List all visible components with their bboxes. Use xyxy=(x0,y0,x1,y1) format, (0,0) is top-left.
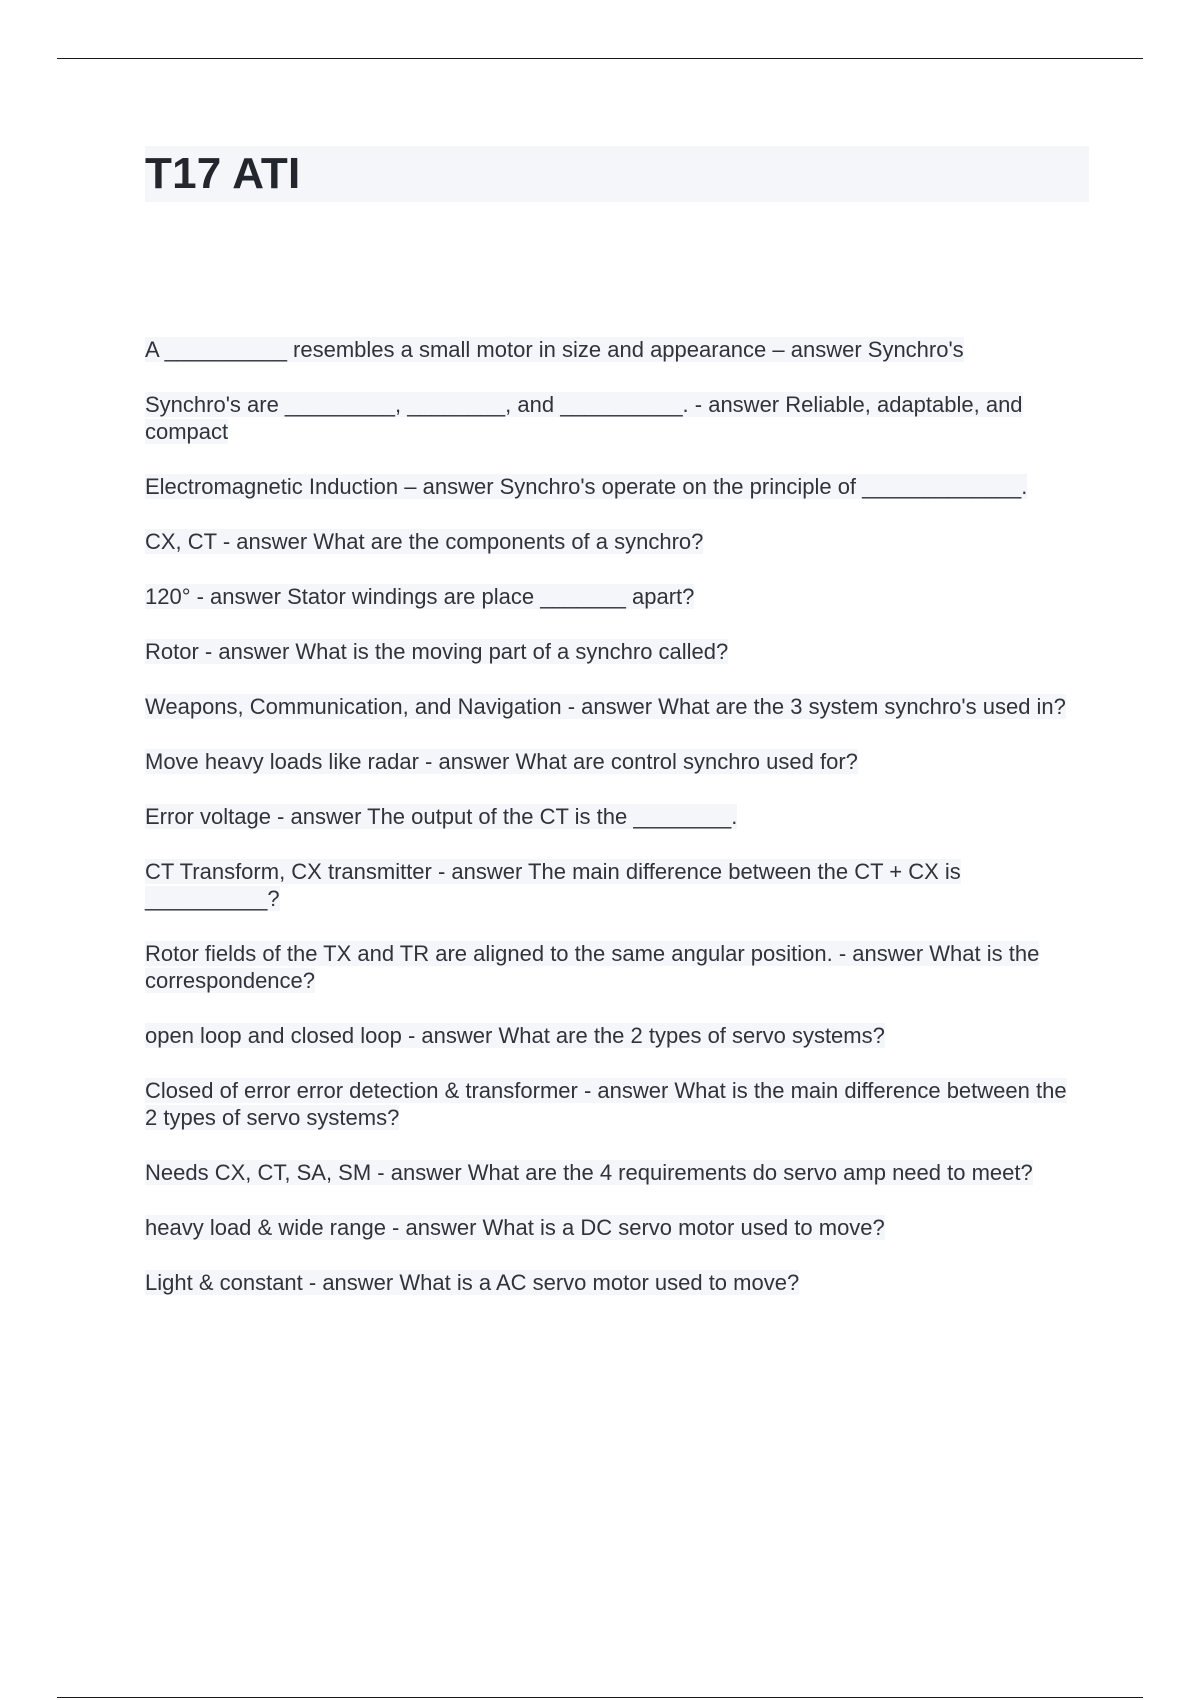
qa-entry-text: Error voltage - answer The output of the CT is the ________. xyxy=(145,804,738,829)
qa-entry-text: CX, CT - answer What are the components of a synchro? xyxy=(145,529,704,554)
qa-entry-16 xyxy=(145,1269,1080,1296)
qa-entry-text: Needs CX, CT, SA, SM - answer What are the 4 requirements do servo amp need to meet? xyxy=(145,1160,1033,1185)
qa-entry-text: heavy load & wide range - answer What is a DC servo motor used to move? xyxy=(145,1215,885,1240)
qa-entry-text: Closed of error error detection & transformer - answer What is the main difference between the 2 types of servo systems? xyxy=(145,1078,1067,1130)
qa-entry-7 xyxy=(145,693,1080,720)
qa-entry-text: Rotor - answer What is the moving part of a synchro called? xyxy=(145,639,729,664)
qa-entry-text: Synchro's are _________, ________, and __________. - answer Reliable, adaptable, and compact xyxy=(145,392,1023,444)
qa-entry-2 xyxy=(145,391,1080,445)
qa-entry-text: Rotor fields of the TX and TR are aligned to the same angular position. - answer What is the correspondence? xyxy=(145,941,1040,993)
qa-entry-1 xyxy=(145,336,1080,363)
bottom-divider xyxy=(57,1697,1143,1698)
qa-entry-10 xyxy=(145,858,1080,912)
qa-entry-text: 120° - answer Stator windings are place _______ apart? xyxy=(145,584,695,609)
qa-entry-text: Light & constant - answer What is a AC servo motor used to move? xyxy=(145,1270,800,1295)
qa-entry-8 xyxy=(145,748,1080,775)
qa-list xyxy=(145,336,1080,1324)
title-band xyxy=(145,146,1089,202)
qa-entry-6 xyxy=(145,638,1080,665)
qa-entry-text: Electromagnetic Induction – answer Synchro's operate on the principle of _____________. xyxy=(145,474,1028,499)
qa-entry-5 xyxy=(145,583,1080,610)
qa-entry-3 xyxy=(145,473,1080,500)
qa-entry-15 xyxy=(145,1214,1080,1241)
qa-entry-14 xyxy=(145,1159,1080,1186)
qa-entry-text: CT Transform, CX transmitter - answer The main difference between the CT + CX is __________? xyxy=(145,859,961,911)
qa-entry-11 xyxy=(145,940,1080,994)
qa-entry-text: open loop and closed loop - answer What are the 2 types of servo systems? xyxy=(145,1023,885,1048)
document-title: T17 ATI xyxy=(145,149,301,198)
qa-entry-text: Weapons, Communication, and Navigation - answer What are the 3 system synchro's used in? xyxy=(145,694,1066,719)
qa-entry-text: A __________ resembles a small motor in size and appearance – answer Synchro's xyxy=(145,337,964,362)
qa-entry-12 xyxy=(145,1022,1080,1049)
qa-entry-text: Move heavy loads like radar - answer What are control synchro used for? xyxy=(145,749,858,774)
top-divider xyxy=(57,58,1143,59)
qa-entry-9 xyxy=(145,803,1080,830)
qa-entry-4 xyxy=(145,528,1080,555)
qa-entry-13 xyxy=(145,1077,1080,1131)
